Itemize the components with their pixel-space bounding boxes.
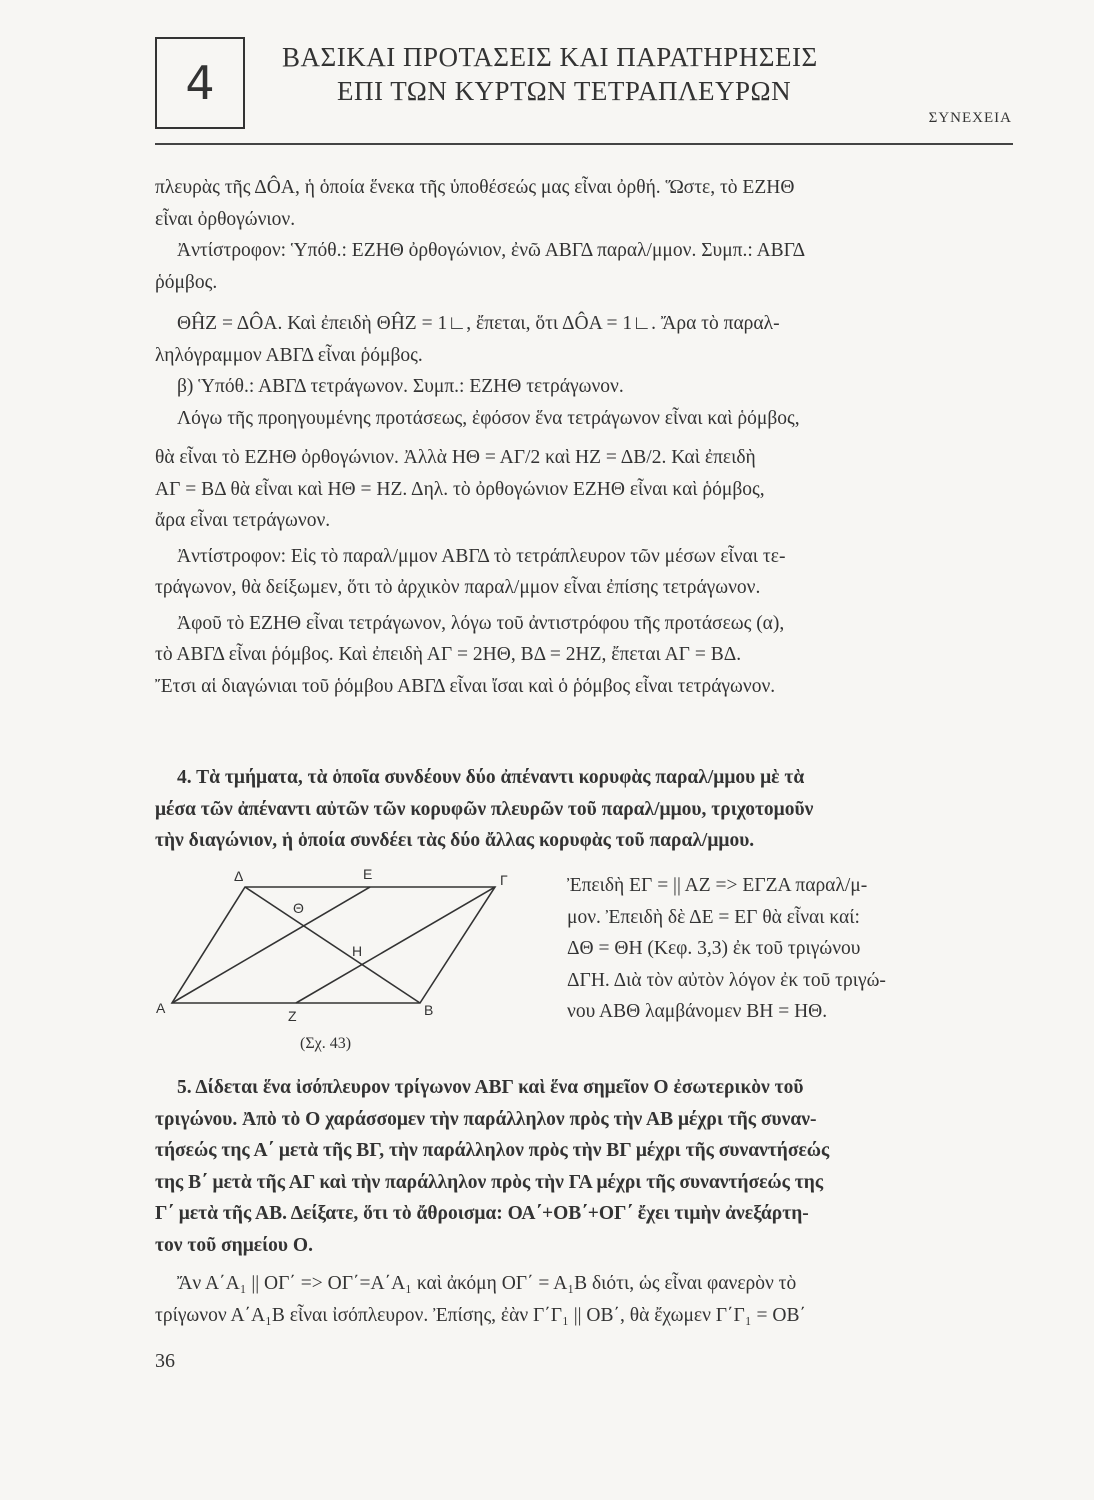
segment-zg	[296, 887, 495, 1003]
label-d: Δ	[234, 868, 244, 884]
prop5-line: τον τοῦ σημείου Ο.	[155, 1234, 313, 1256]
text-line: Ἀντίστροφον: Εἰς τὸ παραλ/μμον ΑΒΓΔ τὸ τετράπλευρον τῶν μέσων εἶναι τε-	[177, 545, 786, 567]
chapter-title	[282, 40, 932, 108]
page-number: 36	[155, 1350, 175, 1372]
text-line: Ἔτσι αἱ διαγώνιαι τοῦ ῥόμβου ΑΒΓΔ εἶναι ἴσαι καὶ ὁ ῥόμβος εἶναι τετράγωνον.	[155, 675, 776, 697]
label-b: Β	[424, 1002, 434, 1018]
chapter-number-box	[155, 37, 245, 129]
text-line: ἄρα εἶναι τετράγωνον.	[155, 510, 331, 531]
text-line: μον. Ἐπειδὴ δὲ ΔΕ = ΕΓ θὰ εἶναι καί:	[567, 906, 860, 928]
label-z: Ζ	[288, 1008, 297, 1024]
text-line: νου ΑΒΘ λαμβάνομεν ΒΗ = ΗΘ.	[567, 1001, 828, 1022]
header-rule	[155, 143, 1013, 145]
prop4-line: τὴν διαγώνιον, ἡ ὁποία συνδέει τὰς δύο ἄλλας κορυφὰς τοῦ παραλ/μμου.	[155, 830, 755, 851]
continued-label: ΣΥΝΕΧΕΙΑ	[928, 110, 1012, 126]
prop5-line: 5. Δίδεται ἕνα ἰσόπλευρον τρίγωνον ΑΒΓ καὶ ἕνα σημεῖον Ο ἐσωτερικὸν τοῦ	[177, 1077, 804, 1098]
text-line: ΑΓ = ΒΔ θὰ εἶναι καὶ ΗΘ = ΗΖ. Δηλ. τὸ ὀρθογώνιον ΕΖΗΘ εἶναι καὶ ῥόμβος,	[155, 478, 765, 500]
text-line: τράγωνον, θὰ δείξωμεν, ὅτι τὸ ἀρχικὸν παραλ/μμον εἶναι ἐπίσης τετράγωνον.	[155, 577, 761, 598]
prop5-line: τριγώνου. Ἀπὸ τὸ Ο χαράσσομεν τὴν παράλληλον πρὸς τὴν ΑΒ μέχρι τῆς συναν-	[155, 1108, 817, 1130]
proposition-5	[155, 1072, 1013, 1261]
text-line: ΘĤΖ = ΔÔΑ. Καὶ ἐπειδὴ ΘĤΖ = 1∟, ἔπεται, ὅτι ΔÔΑ = 1∟. Ἄρα τὸ παραλ-	[177, 313, 780, 334]
figure-caption: (Σχ. 43)	[300, 1035, 352, 1052]
label-th: Θ	[293, 900, 304, 916]
chapter-title-line2: ΕΠΙ ΤΩΝ ΚΥΡΤΩΝ ΤΕΤΡΑΠΛΕΥΡΩΝ	[337, 76, 792, 106]
body-top	[155, 172, 1013, 702]
text-line: Ἄν Α΄Α₁ || ΟΓ΄ => ΟΓ΄=Α΄Α₁ καὶ ἀκόμη ΟΓ΄ = Α₁Β διότι, ὡς εἶναι φανερὸν τὸ	[177, 1273, 797, 1294]
text-line: ΔΘ = ΘΗ (Κεφ. 3,3) ἐκ τοῦ τριγώνου	[567, 938, 861, 959]
body-bottom	[155, 1268, 1013, 1331]
label-g: Γ	[500, 872, 508, 888]
text-line: Ἐπειδὴ ΕΓ = || ΑΖ => ΕΓΖΑ παραλ/μ-	[567, 875, 868, 896]
label-e: Ε	[363, 866, 373, 882]
text-line: β) Ὑπόθ.: ΑΒΓΔ τετράγωνον. Συμπ.: ΕΖΗΘ τετράγωνον.	[177, 376, 624, 397]
text-line: Ἀφοῦ τὸ ΕΖΗΘ εἶναι τετράγωνον, λόγω τοῦ ἀντιστρόφου τῆς προτάσεως (α),	[177, 612, 785, 634]
prop4-line: 4. Τὰ τμήματα, τὰ ὁποῖα συνδέουν δύο ἀπέναντι κορυφὰς παραλ/μμου μὲ τὰ	[177, 767, 805, 788]
proposition-4	[155, 762, 1013, 857]
prop5-line: Γ΄ μετὰ τῆς ΑΒ. Δείξατε, ὅτι τὸ ἄθροισμα: ΟΑ΄+ΟΒ΄+ΟΓ΄ ἔχει τιμὴν ἀνεξάρτη-	[155, 1203, 809, 1224]
text-line: εἶναι ὀρθογώνιον.	[155, 208, 296, 230]
label-a: Α	[156, 1000, 166, 1016]
prop4-line: μέσα τῶν ἀπέναντι αὐτῶν τῶν κορυφῶν πλευρῶν τοῦ παραλ/μμου, τριχοτομοῦν	[155, 798, 814, 820]
text-line: τρίγωνον Α΄Α₁Β εἶναι ἰσόπλευρον. Ἐπίσης, ἐὰν Γ΄Γ₁ || ΟΒ΄, θὰ ἔχωμεν Γ΄Γ₁ = ΟΒ΄	[155, 1304, 806, 1326]
parallelogram-figure	[150, 865, 530, 1025]
prop5-line: τήσεώς της Α΄ μετὰ τῆς ΒΓ, τὴν παράλληλον πρὸς τὴν ΒΓ μέχρι τῆς συναντήσεώς	[155, 1140, 830, 1161]
text-line: Ἀντίστροφον: Ὑπόθ.: ΕΖΗΘ ὀρθογώνιον, ἐνῶ ΑΒΓΔ παραλ/μμον. Συμπ.: ΑΒΓΔ	[177, 240, 806, 261]
chapter-title-line1: ΒΑΣΙΚΑΙ ΠΡΟΤΑΣΕΙΣ ΚΑΙ ΠΑΡΑΤΗΡΗΣΕΙΣ	[282, 42, 818, 72]
label-h: Η	[352, 943, 363, 959]
text-line: ῥόμβος.	[155, 271, 218, 293]
text-line: τὸ ΑΒΓΔ εἶναι ῥόμβος. Καὶ ἐπειδὴ ΑΓ = 2ΗΘ, ΒΔ = 2ΗΖ, ἔπεται ΑΓ = ΒΔ.	[155, 644, 742, 665]
prop5-line: της Β΄ μετὰ τῆς ΑΓ καὶ τὴν παράλληλον πρὸς τὴν ΓΑ μέχρι τῆς συναντήσεώς της	[155, 1171, 824, 1193]
chapter-number: 4	[185, 56, 215, 110]
text-line: Λόγω τῆς προηγουμένης προτάσεως, ἐφόσον ἕνα τετράγωνον εἶναι καὶ ῥόμβος,	[177, 407, 800, 429]
figure-side-text	[567, 870, 1013, 1028]
text-line: θὰ εἶναι τὸ ΕΖΗΘ ὀρθογώνιον. Ἀλλὰ ΗΘ = ΑΓ/2 καὶ ΗΖ = ΔΒ/2. Καὶ ἐπειδὴ	[155, 447, 756, 468]
text-line: πλευρὰς τῆς ΔÔΑ, ἡ ὁποία ἕνεκα τῆς ὑποθέσεώς μας εἶναι ὀρθή. Ὥστε, τὸ ΕΖΗΘ	[155, 177, 795, 198]
text-line: ΔΓΗ. Διὰ τὸν αὐτὸν λόγον ἐκ τοῦ τριγώ-	[567, 969, 886, 991]
text-line: ληλόγραμμον ΑΒΓΔ εἶναι ῥόμβος.	[155, 344, 423, 366]
